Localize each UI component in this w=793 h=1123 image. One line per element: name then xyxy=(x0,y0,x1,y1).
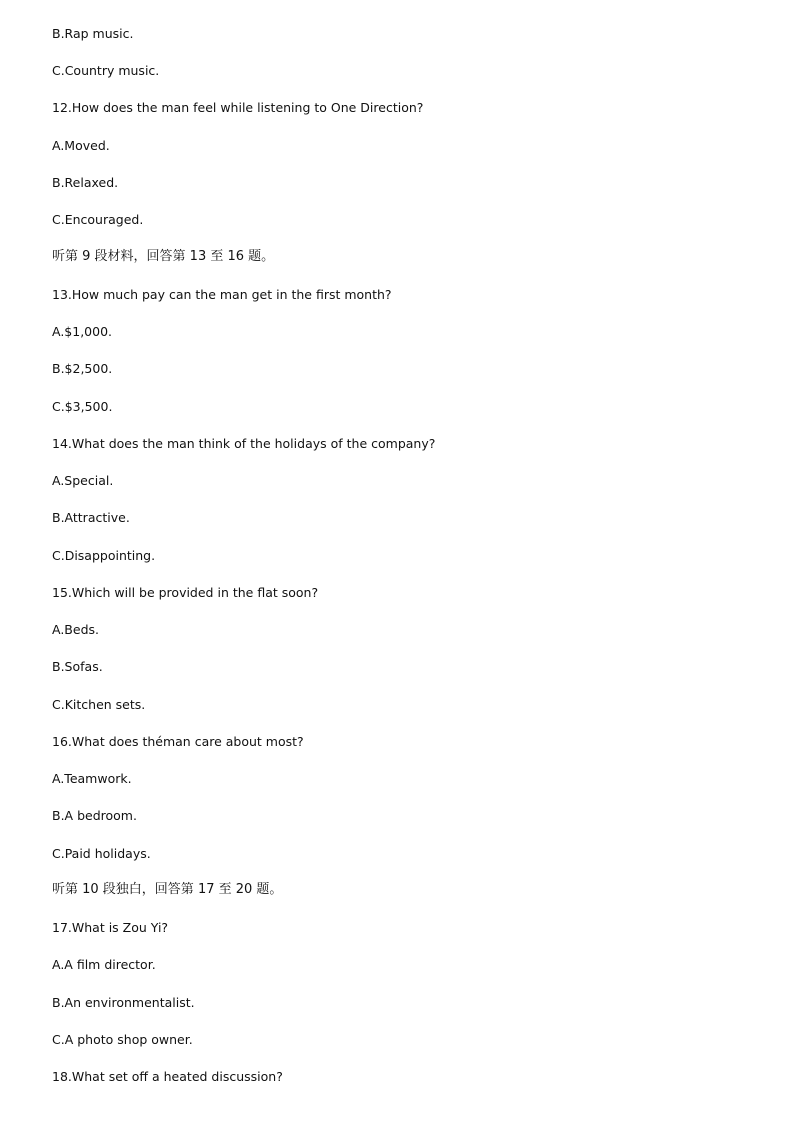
question-17: 17.What is Zou Yi? xyxy=(52,920,169,935)
question-15: 15.Which will be provided in the flat soon? xyxy=(52,585,319,600)
option-16a: A.Teamwork. xyxy=(52,771,132,786)
question-12: 12.How does the man feel while listening to One Direction? xyxy=(52,100,424,115)
option-14b: B.Attractive. xyxy=(52,510,130,525)
option-17c: C.A photo shop owner. xyxy=(52,1032,193,1047)
option-16c: C.Paid holidays. xyxy=(52,846,151,861)
option-15c: C.Kitchen sets. xyxy=(52,697,146,712)
option-17a: A.A film director. xyxy=(52,957,156,972)
question-14: 14.What does the man think of the holidays of the company? xyxy=(52,436,436,451)
option-15b: B.Sofas. xyxy=(52,659,103,674)
option-13a: A.$1,000. xyxy=(52,324,113,339)
option-11b: B.Rap music. xyxy=(52,26,134,41)
option-13b: B.$2,500. xyxy=(52,361,113,376)
section-instruction-9: 听第 9 段材料，回答第 13 至 16 题。 xyxy=(52,249,275,264)
option-14c: C.Disappointing. xyxy=(52,548,156,563)
option-14a: A.Special. xyxy=(52,473,114,488)
option-16b: B.A bedroom. xyxy=(52,808,137,823)
option-13c: C.$3,500. xyxy=(52,399,113,414)
option-12a: A.Moved. xyxy=(52,138,110,153)
option-12c: C.Encouraged. xyxy=(52,212,144,227)
option-11c: C.Country music. xyxy=(52,63,160,78)
option-12b: B.Relaxed. xyxy=(52,175,119,190)
question-13: 13.How much pay can the man get in the first month? xyxy=(52,287,392,302)
section-instruction-10: 听第 10 段独白，回答第 17 至 20 题。 xyxy=(52,882,283,897)
question-18: 18.What set off a heated discussion? xyxy=(52,1069,283,1084)
question-16: 16.What does théman care about most? xyxy=(52,734,304,749)
option-17b: B.An environmentalist. xyxy=(52,995,195,1010)
option-15a: A.Beds. xyxy=(52,622,99,637)
